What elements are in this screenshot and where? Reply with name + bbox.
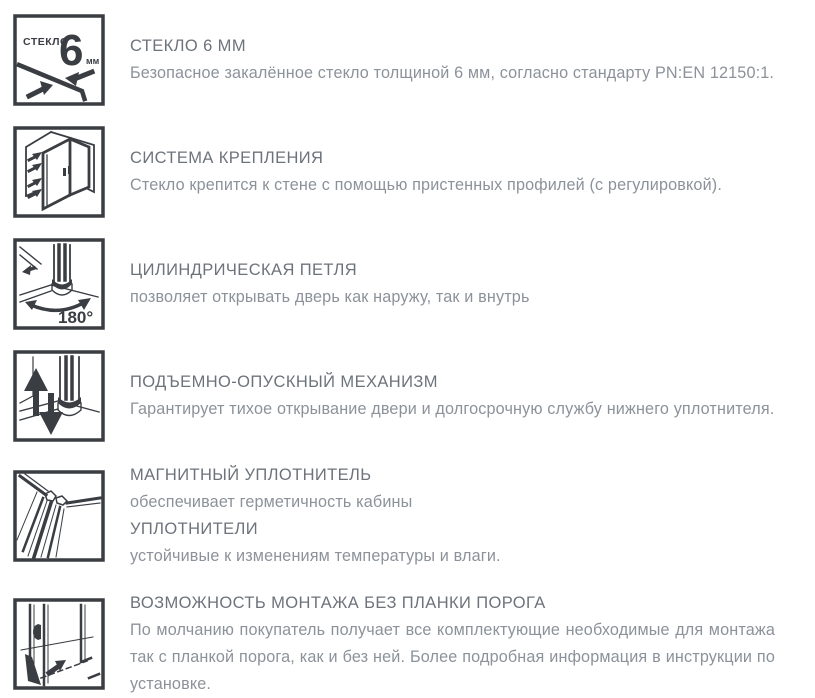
feature-no-threshold bbox=[13, 590, 805, 698]
feature-description: обеспечивает герметичность кабины bbox=[130, 493, 413, 511]
feature-mounting-system bbox=[13, 126, 805, 218]
feature-heading: УПЛОТНИТЕЛИ bbox=[130, 520, 259, 538]
glass-6mm-icon bbox=[13, 14, 105, 106]
feature-heading: ЦИЛИНДРИЧЕСКАЯ ПЕТЛЯ bbox=[130, 261, 358, 279]
feature-text-col bbox=[130, 257, 798, 311]
glass-icon-unit: мм bbox=[86, 56, 100, 66]
feature-description: Безопасное закалённое стекло толщиной 6 мм, согласно стандарту PN:EN 12150:1. bbox=[130, 64, 775, 82]
magnetic-seal-icon bbox=[13, 470, 105, 562]
feature-description: По молчанию покупатель получает все комплектующие необходимые для монтажа так с планкой порога, как и без ней. Более подробная информация в инструкции по установке. bbox=[130, 621, 775, 693]
glass-icon-thickness: 6 bbox=[59, 26, 84, 75]
feature-lift-lower-mechanism bbox=[13, 350, 805, 442]
feature-description: устойчивые к изменениям температуры и влаги. bbox=[130, 547, 501, 565]
feature-text-col bbox=[130, 33, 798, 87]
feature-magnetic-seal bbox=[13, 462, 805, 570]
feature-heading: ПОДЪЕМНО-ОПУСКНЫЙ МЕХАНИЗМ bbox=[130, 373, 438, 391]
lift-lower-mechanism-icon bbox=[13, 350, 105, 442]
feature-description: Гарантирует тихое открывание двери и долгосрочную службу нижнего уплотнителя. bbox=[130, 400, 775, 418]
feature-cylindrical-hinge bbox=[13, 238, 805, 330]
feature-heading: МАГНИТНЫЙ УПЛОТНИТЕЛЬ bbox=[130, 466, 372, 484]
no-threshold-icon bbox=[13, 598, 105, 690]
feature-text-col bbox=[130, 369, 798, 423]
feature-description: Стекло крепится к стене с помощью пристенных профилей (с регулировкой). bbox=[130, 176, 722, 194]
feature-text-col bbox=[130, 590, 798, 698]
feature-description: позволяет открывать дверь как наружу, так и внутрь bbox=[130, 288, 530, 306]
hinge-icon-angle: 180° bbox=[58, 308, 94, 327]
cylindrical-hinge-icon bbox=[13, 238, 105, 330]
feature-text-col bbox=[130, 462, 798, 570]
mounting-system-icon bbox=[13, 126, 105, 218]
feature-heading: СИСТЕМА КРЕПЛЕНИЯ bbox=[130, 149, 324, 167]
feature-heading: ВОЗМОЖНОСТЬ МОНТАЖА БЕЗ ПЛАНКИ ПОРОГА bbox=[130, 594, 546, 612]
feature-text-col bbox=[130, 145, 798, 199]
glass-icon-caption: СТЕКЛО bbox=[23, 36, 69, 48]
feature-heading: СТЕКЛО 6 ММ bbox=[130, 37, 246, 55]
feature-glass-6mm bbox=[13, 14, 805, 106]
